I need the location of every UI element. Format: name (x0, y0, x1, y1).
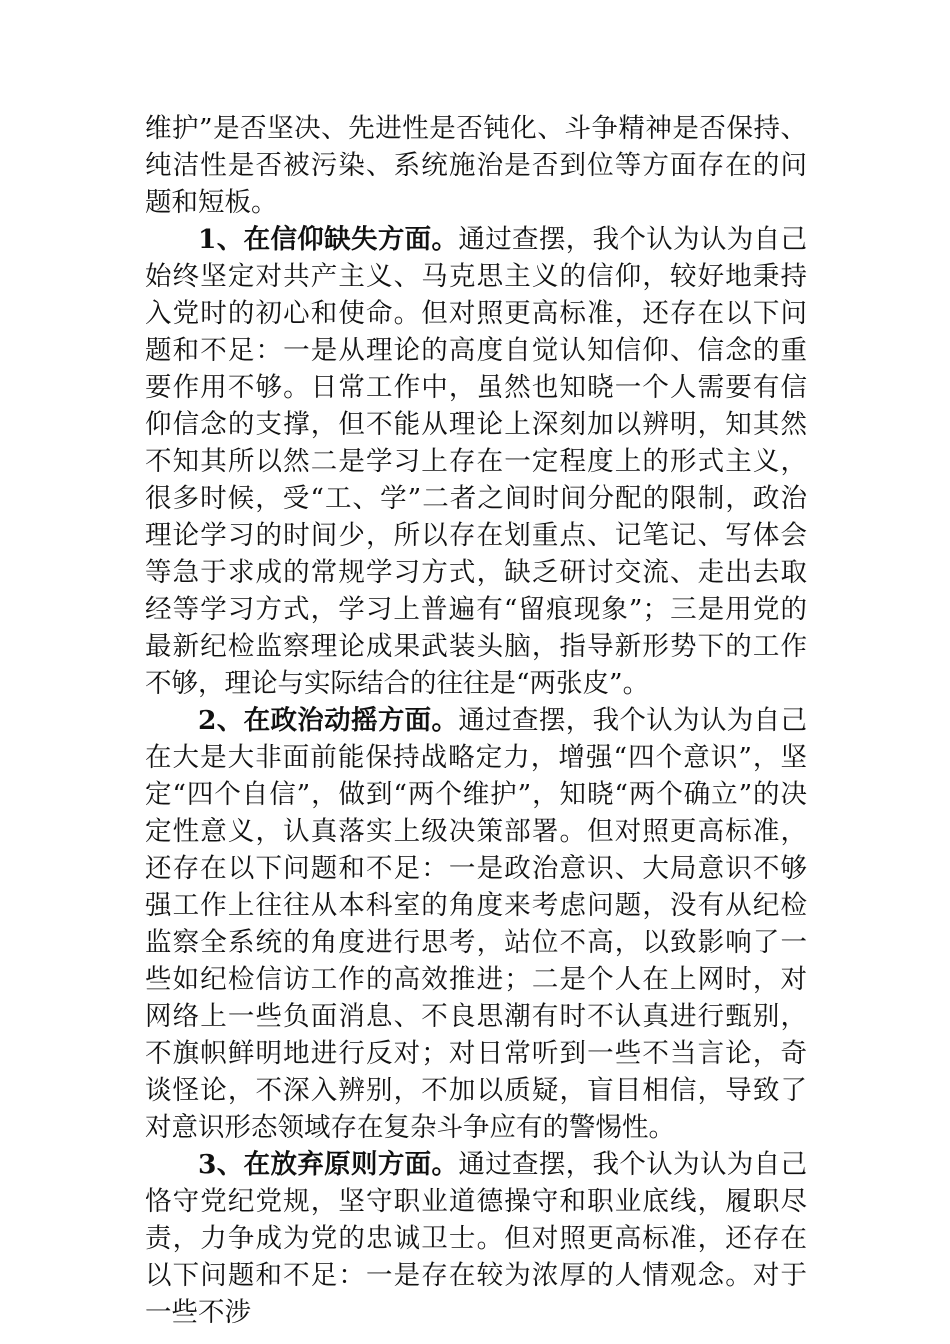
paragraph-principles (145, 1146, 807, 1331)
paragraph-faith (145, 221, 807, 702)
paragraph-body: 维护”是否坚决、先进性是否钝化、斗争精神是否保持、纯洁性是否被污染、系统施治是否到位等方面存在的问题和短板。 (145, 113, 807, 218)
paragraph-heading: 2、在政治动摇方面。 (198, 705, 459, 736)
document-page (145, 110, 807, 1331)
paragraph-body: 通过查摆，我个认为认为自己在大是大非面前能保持战略定力，增强“四个意识”，坚定“四个自信”，做到“两个维护”，知晓“两个确立”的决定性意义，认真落实上级决策部署。但对照更高标准，还存在以下问题和不足：一是政治意识、大局意识不够强工作上往往从本科室的角度来考虑问题，没有从纪检监察全系统的角度进行思考，站位不高，以致影响了一些如纪检信访工作的高效推进；二是个人在上网时，对网络上一些负面消息、不良思潮有时不认真进行甄别，不旗帜鲜明地进行反对；对日常听到一些不当言论，奇谈怪论，不深入辨别，不加以质疑，盲目相信，导致了对意识形态领域存在复杂斗争应有的警惕性。 (145, 705, 807, 1143)
paragraph-body: 通过查摆，我个认为认为自己恪守党纪党规，坚守职业道德操守和职业底线，履职尽责，力争成为党的忠诚卫士。但对照更高标准，还存在以下问题和不足：一是存在较为浓厚的人情观念。对于一些不涉 (145, 1149, 807, 1328)
paragraph-heading: 1、在信仰缺失方面。 (198, 224, 459, 255)
paragraph-body: 通过查摆，我个认为认为自己始终坚定对共产主义、马克思主义的信仰，较好地秉持入党时的初心和使命。但对照更高标准，还存在以下问题和不足：一是从理论的高度自觉认知信仰、信念的重要作用不够。日常工作中，虽然也知晓一个人需要有信仰信念的支撑，但不能从理论上深刻加以辨明，知其然不知其所以然二是学习上存在一定程度上的形式主义，很多时候，受“工、学”二者之间时间分配的限制，政治理论学习的时间少，所以存在划重点、记笔记、写体会等急于求成的常规学习方式，缺乏研讨交流、走出去取经等学习方式，学习上普遍有“留痕现象”；三是用党的最新纪检监察理论成果武装头脑，指导新形势下的工作不够，理论与实际结合的往往是“两张皮”。 (145, 224, 807, 699)
paragraph-intro-continuation (145, 110, 807, 221)
paragraph-politics (145, 702, 807, 1146)
paragraph-heading: 3、在放弃原则方面。 (198, 1149, 459, 1180)
